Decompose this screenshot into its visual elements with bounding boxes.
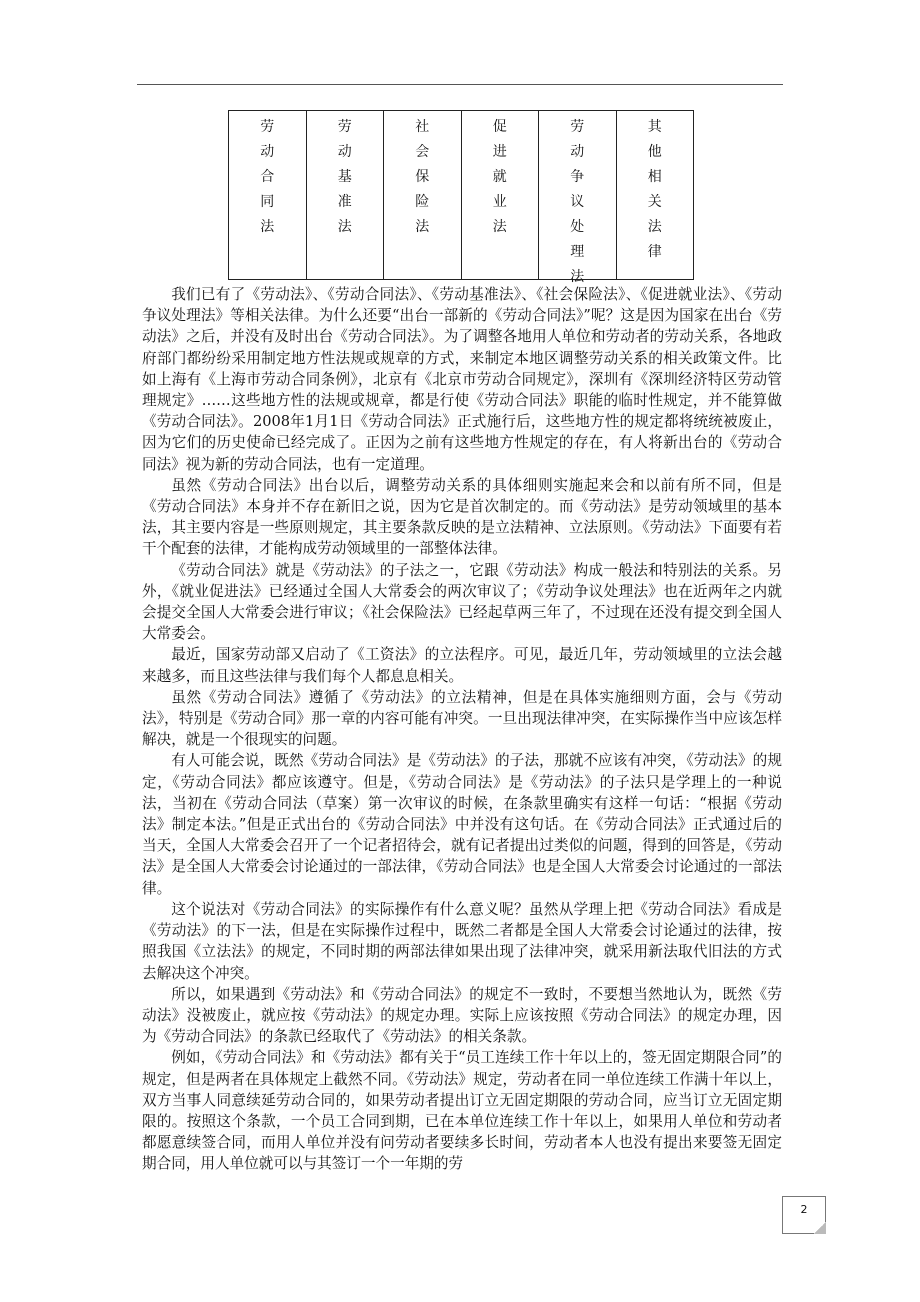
- laws-table-column: [462, 111, 540, 279]
- laws-table-cell-text: 社会保险法: [415, 119, 430, 235]
- body-paragraph: 虽然《劳动合同法》遵循了《劳动法》的立法精神，但是在具体实施细则方面，会与《劳动法》，特别是《劳动合同》那一章的内容可能有冲突。一旦出现法律冲突，在实际操作当中应该怎样解决，就是一个很现实的问题。: [142, 688, 782, 749]
- laws-table-column: [384, 111, 462, 279]
- body-paragraph: 这个说法对《劳动合同法》的实际操作有什么意义呢？虽然从学理上把《劳动合同法》看成是《劳动法》的下一法，但是在实际操作过程中，既然二者都是全国人大常委会讨论通过的法律，按照我国《立法法》的规定，不同时期的两部法律如果出现了法律冲突，就采用新法取代旧法的方式去解决这个冲突。: [142, 900, 782, 982]
- body-paragraph: 例如，《劳动合同法》和《劳动法》都有关于“员工连续工作十年以上的，签无固定期限合同”的规定，但是两者在具体规定上截然不同。《劳动法》规定，劳动者在同一单位连续工作满十年以上，双方当事人同意续延劳动合同的，如果劳动者提出订立无固定期限的劳动合同，应当订立无固定期限的。按照这个条款，一个员工合同到期，已在本单位连续工作十年以上，如果用人单位和劳动者都愿意续签合同，而用人单位并没有问劳动者要续多长时间，劳动者本人也没有提出来要签无固定期合同，用人单位就可以与其签订一个一年期的劳: [142, 1049, 782, 1173]
- laws-table: [228, 110, 694, 285]
- page-number: [782, 1196, 826, 1234]
- body-paragraph: 虽然《劳动合同法》出台以后，调整劳动关系的具体细则实施起来会和以前有所不同，但是《劳动合同法》本身并不存在新旧之说，因为它是首次制定的。而《劳动法》是劳动领域里的基本法，其主要内容是一些原则规定，其主要条款反映的是立法精神、立法原则。《劳动法》下面要有若干个配套的法律，才能构成劳动领域里的一部整体法律。: [142, 476, 782, 558]
- laws-table-cell-text: 其他相关法律: [647, 119, 662, 260]
- laws-table-cell-text: 劳动基准法: [337, 119, 352, 235]
- laws-table-column: [307, 111, 385, 279]
- body-paragraph: 所以，如果遇到《劳动法》和《劳动合同法》的规定不一致时，不要想当然地认为，既然《劳动法》没被废止，就应按《劳动法》的规定办理。实际上应该按照《劳动合同法》的规定办理，因为《劳动合同法》的条款已经取代了《劳动法》的相关条款。: [142, 985, 782, 1046]
- laws-table-cell-text: 劳动合同法: [260, 119, 275, 235]
- header-rule: [137, 84, 783, 85]
- page-corner-fold: [814, 1222, 826, 1234]
- laws-table-column: [229, 111, 307, 279]
- page-number-label: 2: [800, 1203, 808, 1216]
- body-paragraph: 最近，国家劳动部又启动了《工资法》的立法程序。可见，最近几年，劳动领域里的立法会越来越多，而且这些法律与我们每个人都息息相关。: [142, 646, 782, 685]
- body-paragraph: 有人可能会说，既然《劳动合同法》是《劳动法》的子法，那就不应该有冲突，《劳动法》的规定，《劳动合同法》都应该遵守。但是，《劳动合同法》是《劳动法》的子法只是学理上的一种说法，当初在《劳动合同法（草案）第一次审议的时候，在条款里确实有这样一句话：“根据《劳动法》制定本法。”但是正式出台的《劳动合同法》中并没有这句话。在《劳动合同法》正式通过后的当天，全国人大常委会召开了一个记者招待会，就有记者提出过类似的问题，得到的回答是，《劳动法》是全国人大常委会讨论通过的一部法律，《劳动合同法》也是全国人大常委会讨论通过的一部法律。: [142, 752, 782, 897]
- laws-table-cell-text: 促进就业法: [492, 119, 507, 235]
- body-paragraph: 我们已有了《劳动法》、《劳动合同法》、《劳动基准法》、《社会保险法》、《促进就业法》、《劳动争议处理法》等相关法律。为什么还要“出台一部新的《劳动合同法》”呢？这是因为国家在出台《劳动法》之后，并没有及时出台《劳动合同法》。为了调整各地用人单位和劳动者的劳动关系，各地政府部门都纷纷采用制定地方性法规或规章的方式，来制定本地区调整劳动关系的相关政策文件。比如上海有《上海市劳动合同条例》，北京有《北京市劳动合同规定》，深圳有《深圳经济特区劳动管理规定》……这些地方性的法规或规章，都是行使《劳动合同法》职能的临时性规定，并不能算做《劳动合同法》。2008年1月1日《劳动合同法》正式施行后，这些地方性的规定都将统统被废止，因为它们的历史使命已经完成了。正因为之前有这些地方性规定的存在，有人将新出台的《劳动合同法》视为新的劳动合同法，也有一定道理。: [142, 286, 782, 473]
- laws-table-column: [617, 111, 694, 279]
- laws-table-column: [539, 111, 617, 285]
- body-text: [142, 284, 782, 1175]
- laws-table-cell-text: 劳动争议处理法: [570, 119, 585, 285]
- body-paragraph: 《劳动合同法》就是《劳动法》的子法之一，它跟《劳动法》构成一般法和特别法的关系。另外，《就业促进法》已经通过全国人大常委会的两次审议了；《劳动争议处理法》也在近两年之内就会提交全国人大常委会进行审议；《社会保险法》已经起草两三年了，不过现在还没有提交到全国人大常委会。: [142, 561, 782, 643]
